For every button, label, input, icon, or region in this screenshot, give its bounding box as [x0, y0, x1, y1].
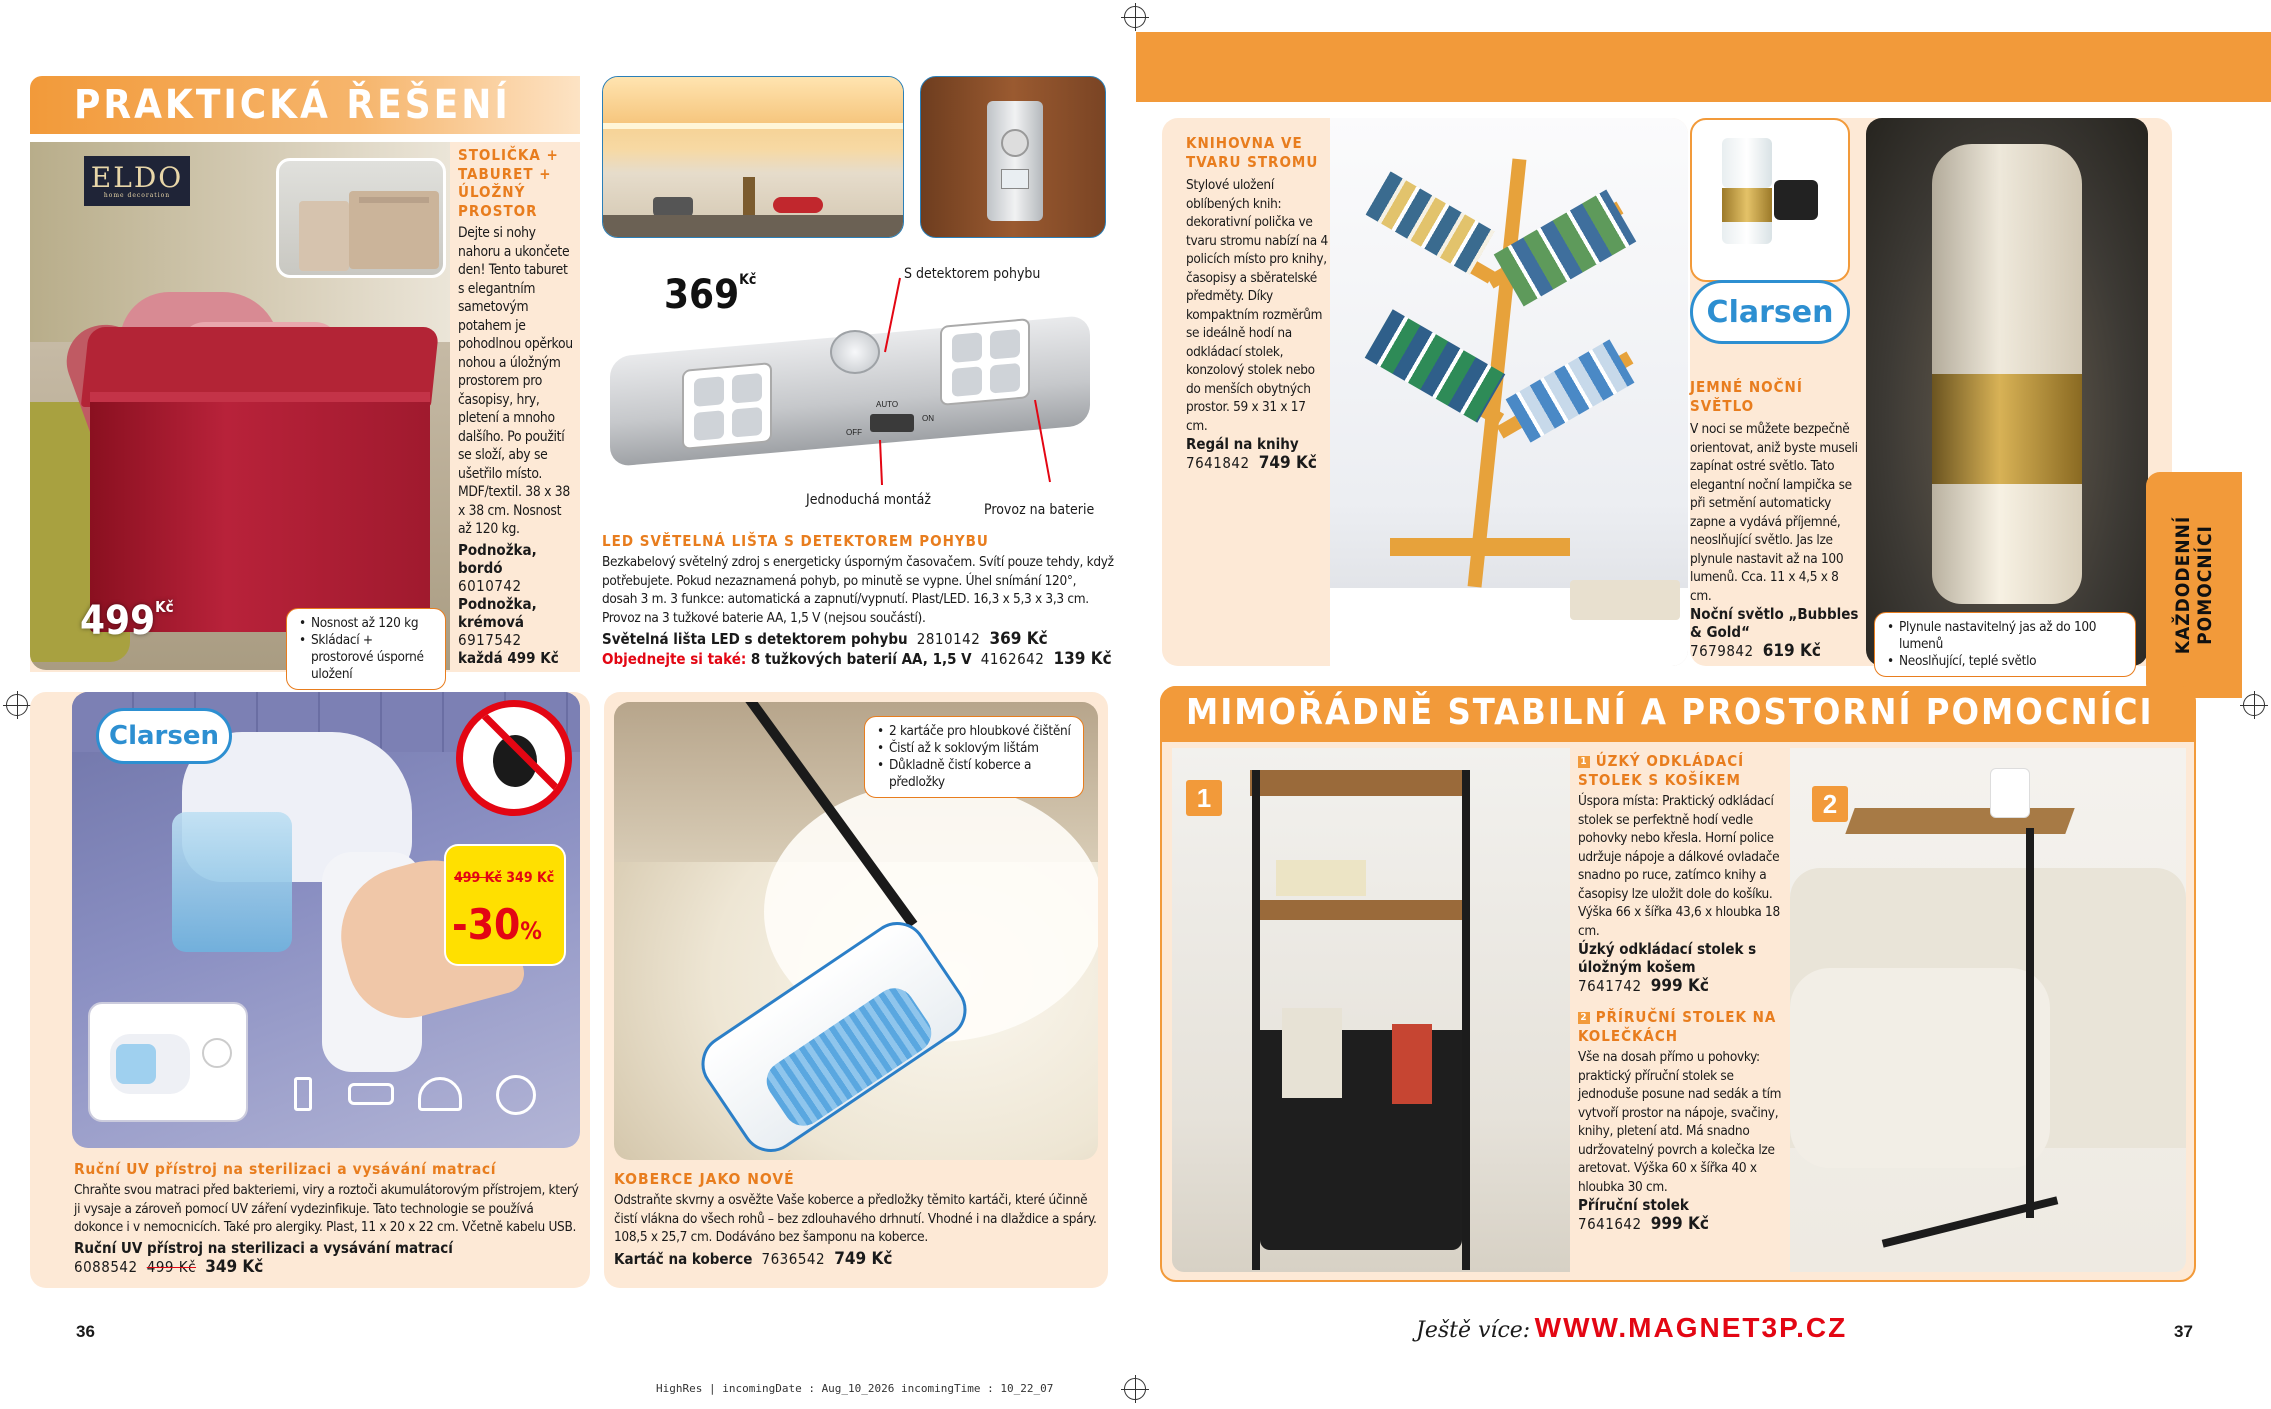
- led-product-code: 2810142: [916, 630, 981, 648]
- table1-product-name: Úzký odkládací stolek s úložným košem: [1578, 940, 1757, 976]
- table1-photo: [1172, 748, 1570, 1272]
- table1-body: Úspora místa: Praktický odkládací stolek se perfektně hodí vedle pohovky nebo křesla. Horní police udržuje nápoje a dálkové ovladače snadno po ruce, zatímco knihy a časopisy lze uložit dole do košíku. Výška 66 x šířka 43,6 x hloubka 18 cm.: [1578, 793, 1780, 939]
- page-number-right: 37: [2174, 1322, 2193, 1341]
- led-label-mount: Jednoduchá montáž: [806, 492, 931, 508]
- shelf-text: [1186, 134, 1330, 473]
- brush-product-code: 7636542: [761, 1249, 826, 1268]
- led-body: Bezkabelový světelný zdroj s energeticky úsporným časovačem. Svítí pouze tehdy, když potřebujete. Pokud nezaznamená pohyb, po minutě se vypne. Úhel snímání 120°, dosah 3 m. 3 funkce: automatická a zapnutí/vypnutí. Plast/LED. 16,3 x 5,3 x 3,3 cm. Provoz na 3 tužkové baterie AA, 1,5 V (nejsou součástí).: [602, 554, 1114, 626]
- led-heading: LED SVĚTELNÁ LIŠTA S DETEKTOREM POHYBU: [602, 532, 989, 550]
- bullet: • Čistí až k soklovým lištám: [877, 740, 1071, 757]
- brush-text: [614, 1170, 1104, 1269]
- table1-text: [1578, 752, 1784, 1234]
- right-header-bar: [1136, 32, 2271, 102]
- table1-heading: 1 ÚZKÝ ODKLÁDACÍ STOLEK S KOŠÍKEM: [1578, 752, 1745, 789]
- no-bug-icon: [456, 700, 572, 816]
- registration-mark-right: [2243, 694, 2265, 716]
- page-number-left: 36: [76, 1322, 95, 1341]
- led-order-prefix: Objednejte si také:: [602, 650, 747, 668]
- led-label-battery: Provoz na baterie: [984, 502, 1095, 518]
- night-light-small-photo: [1690, 118, 1850, 282]
- led-product-price: 369 Kč: [989, 629, 1048, 649]
- uv-old-price: 499 Kč: [454, 870, 502, 886]
- brush-product-name: Kartáč na koberce: [614, 1249, 753, 1268]
- helpers-title: MIMOŘÁDNĚ STABILNÍ A PROSTORNÍ POMOCNÍCI: [1186, 692, 2154, 733]
- badge-1: 1: [1186, 780, 1222, 816]
- uv-feature-icons: [282, 1067, 572, 1127]
- table2-body: Vše na dosah přímo u pohovky: praktický příruční stolek se jednoduše posune nad sedák a tím vytvoří prostor na nápoje, svačiny, knihy, pletení atd. Má snadno udržovatelný povrch a kolečka lze aretovat. Výška 60 x šířka 40 x hloubka 30 cm.: [1578, 1049, 1782, 1195]
- stool-body: Dejte si nohy nahoru a ukončete den! Tento taburet s elegantním sametovým potahem je pohodlnou opěrkou nohou a úložným prostorem pro časopisy, hry, pletení a mnoho dalšího. Po použití se složí, aby se ušetřilo místo. MDF/textil. 38 x 38 x 38 cm. Nosnost až 120 kg.: [458, 225, 573, 537]
- night-light-text: [1690, 378, 1860, 661]
- table2-heading: 2 PŘÍRUČNÍ STOLEK NA KOLEČKÁCH: [1578, 1008, 1777, 1045]
- print-slug: HighRes | incomingDate : Aug_10_2026 incomingTime : 10_22_07: [656, 1382, 1054, 1395]
- uv-text: [74, 1160, 584, 1277]
- stool-price-line: každá 499 Kč: [458, 648, 559, 667]
- brush-product-price: 749 Kč: [834, 1248, 893, 1269]
- night-light-photo: [1866, 118, 2148, 666]
- left-header-title: PRAKTICKÁ ŘEŠENÍ: [74, 82, 511, 128]
- table2-product-name: Příruční stolek: [1578, 1196, 1689, 1214]
- mattress-icon: [348, 1083, 394, 1105]
- uv-body: Chraňte svou matraci před bakteriemi, viry a roztoči akumulátorovým přístrojem, který ji vysaje a zároveň pomocí UV záření vydezinfikuje. Tato technologie se používá dokonce i v nemocnicích. Také pro alergiky. Plast, 11 x 20 x 22 cm. Včetně kabelu USB.: [74, 1182, 579, 1235]
- uv-discount-badge: 499 Kč 349 Kč -30%: [446, 846, 564, 964]
- led-text: [602, 532, 1114, 669]
- uv-discount: -30: [452, 900, 521, 949]
- stool-text: [458, 146, 576, 667]
- bullet: • Plynule nastavitelný jas až do 100 lumenů: [1887, 619, 2123, 653]
- led-product-name: Světelná lišta LED s detektorem pohybu: [602, 630, 908, 648]
- stool-variant1-code: 6010742: [458, 576, 522, 595]
- side-tab: [2146, 472, 2242, 698]
- led-order-code: 4162642: [980, 650, 1045, 668]
- table2-product-price: 999 Kč: [1650, 1214, 1709, 1234]
- shelf-heading: KNIHOVNA VE TVARU STROMU: [1186, 134, 1319, 171]
- uv-new-price: 349 Kč: [506, 870, 555, 886]
- night-light-bullets: [1874, 612, 2136, 677]
- night-light-product-name: Noční světlo „Bubbles & Gold“: [1690, 605, 1859, 641]
- footer-more: [1416, 1312, 1847, 1344]
- stool-heading: STOLIČKA + TABURET + ÚLOŽNÝ PROSTOR: [458, 146, 559, 220]
- brush-bullets: [864, 716, 1084, 798]
- brush-body: Odstraňte skvrny a osvěžte Vaše koberce a předložky těmito kartáči, které účinně čistí vlákna do všech rohů – bez zdlouhavého drhnutí. Vhodné i na dlaždice a spáry. 108,5 x 25,7 cm. Dodáváno bez šamponu na koberce.: [614, 1192, 1097, 1245]
- led-callout-lines: [600, 270, 1100, 510]
- led-order-price: 139 Kč: [1053, 649, 1112, 669]
- shelf-product-code: 7641842: [1186, 454, 1250, 472]
- eldo-logo: ELDO home decoration: [84, 156, 190, 206]
- uv-inset-photo: [88, 1002, 248, 1122]
- footer-url[interactable]: WWW.MAGNET3P.CZ: [1534, 1312, 1848, 1343]
- stool-variant2-code: 6917542: [458, 630, 522, 649]
- registration-mark-bottom: [1124, 1378, 1146, 1400]
- shelf-body: Stylové uložení oblíbených knih: dekorativní polička ve tvaru stromu nabízí na 4 policích místo pro knihy, časopisy a sběratelské předměty. Díky kompaktním rozměrům se ideálně hodí na odkládací stolek, konzolový stolek nebo do menších obytných prostor. 59 x 31 x 17 cm.: [1186, 177, 1328, 434]
- night-light-product-code: 7679842: [1690, 642, 1754, 660]
- table2-product-code: 7641642: [1578, 1215, 1642, 1233]
- bullet: • 2 kartáče pro hloubkové čištění: [877, 723, 1071, 740]
- registration-mark-top: [1124, 6, 1146, 28]
- stool-big-price: $499^{Kč}$: [80, 598, 174, 644]
- night-light-body: V noci se můžete bezpečně orientovat, aniž byste museli zapínat ostré světlo. Tato elegantní noční lampička se při setmění automaticky zapne a vydává příjemné, neoslňující světlo. Jas lze plynule nastavit až na 100 lumenů. Cca. 11 x 4,5 x 8 cm.: [1690, 421, 1858, 604]
- kitchen-photo: [602, 76, 904, 238]
- stool-bullets: [286, 608, 446, 690]
- shelf-product-name: Regál na knihy: [1186, 435, 1299, 453]
- stool-inset-photo: [276, 158, 446, 278]
- led-label-sensor: S detektorem pohybu: [904, 266, 1041, 282]
- uv-lamp-icon: [418, 1077, 462, 1111]
- side-tab-line2: POMOCNÍCI: [2194, 525, 2216, 645]
- bullet: • Nosnost až 120 kg: [299, 615, 433, 632]
- battery-icon: [294, 1077, 312, 1111]
- night-light-product-price: 619 Kč: [1762, 641, 1821, 661]
- shelf-product-price: 749 Kč: [1258, 453, 1317, 473]
- bullet: • Skládací + prostorové úsporné uložení: [299, 632, 433, 683]
- stool-variant2-name: Podnožka, krémová: [458, 594, 537, 631]
- sensor-closeup-photo: [920, 76, 1106, 238]
- shelf-photo: [1330, 118, 1688, 666]
- uv-product-old-price: 499 Kč: [146, 1257, 197, 1276]
- night-light-clarsen-logo: Clarsen: [1690, 280, 1850, 344]
- table1-product-price: 999 Kč: [1650, 976, 1709, 996]
- night-light-heading: JEMNÉ NOČNÍ SVĚTLO: [1690, 378, 1803, 415]
- led-big-price: $369^{Kč}$: [664, 272, 757, 318]
- uv-heading: Ruční UV přístroj na sterilizaci a vysávání matrací: [74, 1160, 497, 1178]
- bullet: • Důkladně čistí koberce a předložky: [877, 757, 1071, 791]
- registration-mark-left: [6, 694, 28, 716]
- uv-product-code: 6088542: [74, 1257, 138, 1276]
- uv-clarsen-logo: Clarsen: [96, 708, 232, 764]
- side-tab-line1: KAŽDODENNÍ: [2172, 515, 2194, 655]
- badge-2: 2: [1812, 786, 1848, 822]
- stool-photo: [30, 142, 450, 670]
- led-bar-product: AUTO OFF ON: [600, 296, 1100, 476]
- footer-more-prefix: Ještě více:: [1416, 1318, 1531, 1343]
- table2-photo: [1790, 748, 2186, 1272]
- led-order-item: 8 tužkových baterií AA, 1,5 V: [750, 650, 972, 668]
- brush-heading: KOBERCE JAKO NOVÉ: [614, 1170, 795, 1188]
- bullet: • Neoslňující, teplé světlo: [1887, 653, 2123, 670]
- uv-product-name: Ruční UV přístroj na sterilizaci a vysávání matrací: [74, 1238, 453, 1257]
- no-mites-icon: [496, 1075, 536, 1115]
- stool-variant1-name: Podnožka, bordó: [458, 540, 537, 577]
- table1-product-code: 7641742: [1578, 977, 1642, 995]
- uv-product-price: 349 Kč: [205, 1256, 264, 1277]
